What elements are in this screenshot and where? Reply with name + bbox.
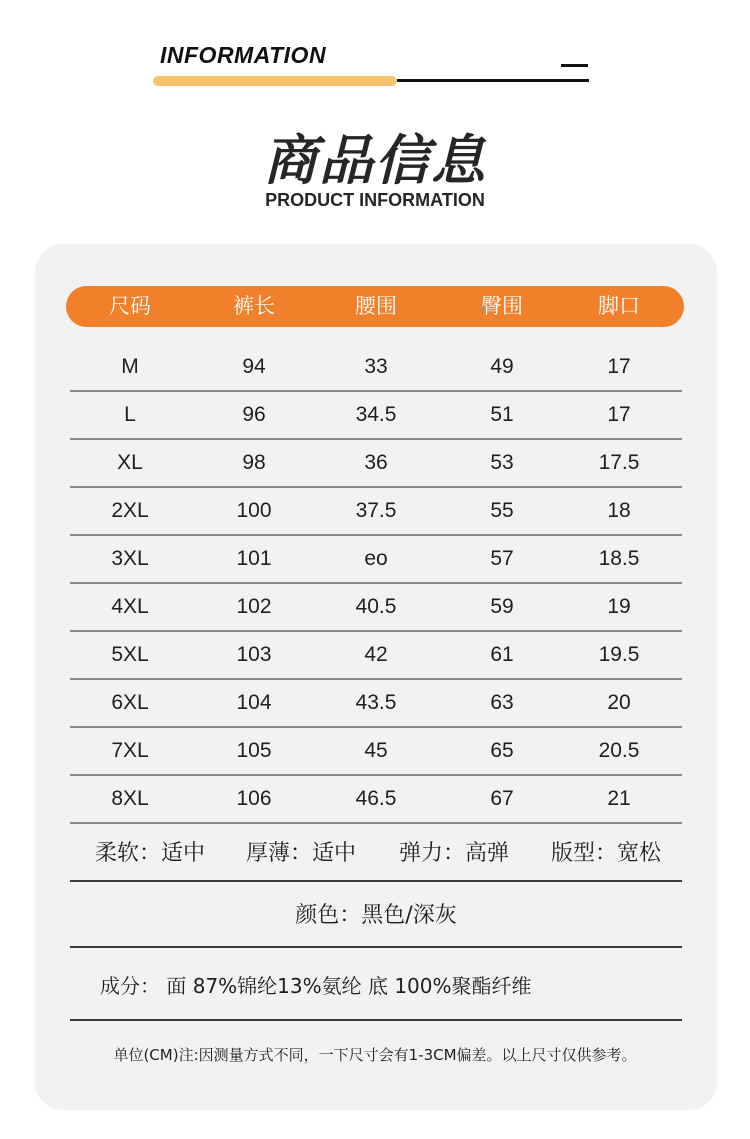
cell-hem: 20 — [607, 691, 631, 714]
cell-size: M — [121, 355, 139, 378]
attribute-softness: 柔软：适中 — [94, 841, 206, 866]
table-row — [70, 344, 682, 392]
attribute-elasticity: 弹力：高弹 — [398, 841, 510, 866]
cell-waist: 46.5 — [355, 787, 397, 810]
cell-hem: 17 — [607, 403, 631, 426]
cell-length: 98 — [242, 451, 266, 474]
material-info: 成分： 面 87%锦纶13%氨纶 底 100%聚酯纤维 — [100, 974, 532, 998]
cell-length: 96 — [242, 403, 266, 426]
table-row — [70, 776, 682, 824]
column-header-size: 尺码 — [109, 294, 151, 318]
cell-length: 100 — [236, 499, 272, 522]
cell-size: 6XL — [111, 691, 149, 714]
header-short-dash — [561, 64, 588, 67]
cell-size: XL — [117, 451, 143, 474]
table-row — [70, 536, 682, 584]
row-divider — [70, 822, 682, 824]
cell-size: L — [124, 403, 136, 426]
cell-length: 105 — [236, 739, 272, 762]
cell-hip: 59 — [490, 595, 514, 618]
column-header-hip: 臀围 — [481, 294, 523, 318]
cell-size: 3XL — [111, 547, 149, 570]
cell-length: 94 — [242, 355, 266, 378]
cell-hip: 53 — [490, 451, 514, 474]
measurement-note: 单位(CM)注:因测量方式不同，一下尺寸会有1-3CM偏差。以上尺寸仅供参考。 — [113, 1046, 637, 1064]
table-row — [70, 728, 682, 776]
cell-waist: 37.5 — [355, 499, 397, 522]
divider — [70, 880, 682, 882]
cell-hip: 57 — [490, 547, 514, 570]
size-table-header — [66, 286, 684, 327]
cell-hip: 63 — [490, 691, 514, 714]
table-row — [70, 680, 682, 728]
cell-length: 106 — [236, 787, 272, 810]
cell-hem: 18.5 — [598, 547, 640, 570]
yellow-accent-bar — [153, 76, 397, 86]
cell-hem: 20.5 — [598, 739, 640, 762]
cell-waist: 36 — [364, 451, 388, 474]
cell-hip: 55 — [490, 499, 514, 522]
cell-hem: 18 — [607, 499, 631, 522]
cell-waist: 43.5 — [355, 691, 397, 714]
cell-size: 2XL — [111, 499, 149, 522]
table-row — [70, 488, 682, 536]
cell-length: 104 — [236, 691, 272, 714]
page-subtitle: PRODUCT INFORMATION — [265, 190, 485, 210]
cell-hip: 61 — [490, 643, 514, 666]
information-label: INFORMATION — [160, 42, 327, 68]
cell-waist: eo — [364, 547, 388, 570]
cell-size: 4XL — [111, 595, 149, 618]
cell-size: 7XL — [111, 739, 149, 762]
table-row — [70, 584, 682, 632]
attribute-fit: 版型：宽松 — [550, 841, 662, 866]
column-header-waist: 腰围 — [355, 294, 397, 318]
cell-waist: 33 — [364, 355, 388, 378]
page-title: 商品信息 — [263, 129, 487, 192]
cell-size: 8XL — [111, 787, 149, 810]
cell-hem: 21 — [607, 787, 631, 810]
cell-waist: 42 — [364, 643, 388, 666]
cell-hip: 65 — [490, 739, 514, 762]
cell-length: 102 — [236, 595, 272, 618]
cell-hip: 49 — [490, 355, 514, 378]
cell-hem: 19.5 — [598, 643, 640, 666]
cell-waist: 40.5 — [355, 595, 397, 618]
table-row — [70, 440, 682, 488]
cell-hem: 19 — [607, 595, 631, 618]
column-header-length: 裤长 — [233, 294, 275, 318]
cell-hip: 51 — [490, 403, 514, 426]
cell-length: 101 — [236, 547, 272, 570]
color-info: 颜色：黑色/深灰 — [295, 903, 457, 928]
header-divider-line — [397, 79, 589, 82]
divider — [70, 1019, 682, 1021]
attribute-row — [70, 829, 682, 881]
cell-hem: 17.5 — [598, 451, 640, 474]
attribute-thickness: 厚薄：适中 — [245, 841, 357, 866]
cell-waist: 45 — [364, 739, 388, 762]
cell-waist: 34.5 — [355, 403, 397, 426]
divider — [70, 946, 682, 948]
table-row — [70, 392, 682, 440]
column-header-hem: 脚口 — [598, 294, 640, 318]
cell-length: 103 — [236, 643, 272, 666]
table-row — [70, 632, 682, 680]
cell-hem: 17 — [607, 355, 631, 378]
cell-hip: 67 — [490, 787, 514, 810]
cell-size: 5XL — [111, 643, 149, 666]
